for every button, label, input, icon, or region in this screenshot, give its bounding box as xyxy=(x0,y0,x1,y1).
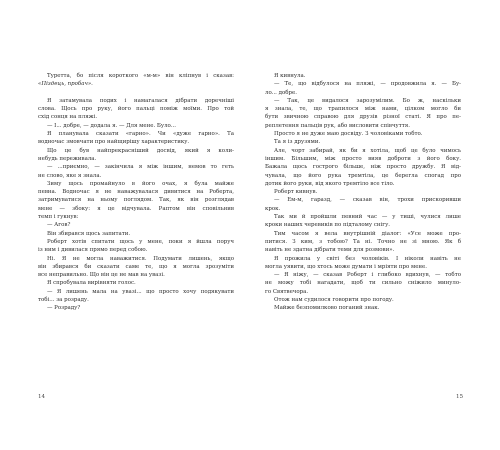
text-line: чувала, що його рука тремтіла, це берегла спогад про xyxy=(265,172,461,179)
text-line: Я прожила у світі без чоловіків. І ніколи навіть не xyxy=(274,255,461,262)
text-line: слова. Щось про руку, його пальці поміж моїми. Про той xyxy=(38,106,234,113)
text-line: — Я лишень мала на увазі... що просто хочу подякувати xyxy=(47,288,234,295)
text-line: не слово, яке я знала. xyxy=(38,172,102,179)
text-line: Бажала щось гострого більше, ніж просто дружбу. Я від- xyxy=(265,164,461,171)
text-line: Я кивнула. xyxy=(274,73,306,79)
text-line: Майже безпомилково поганий знак. xyxy=(274,305,380,312)
text-line: я знала, те, що трапилося між нами, цілком могло би xyxy=(265,106,461,113)
text-line: Я затамувала подих і намагалася дібрати доречніші xyxy=(47,97,234,104)
text-line: іншим. Більшим, між просто вияв доброти з його боку. xyxy=(265,155,461,162)
text-line: крок. xyxy=(265,205,281,212)
text-line: Що це був найпрекрасніший досвід, який я коли- xyxy=(47,147,234,154)
text-line: певна. Водночас я не наважувалася дивитися на Роберта, xyxy=(38,189,234,196)
text-line: — Так, це видалося зарозумілим. Бо ж, наскільки xyxy=(274,97,461,104)
text-line: — Розраду? xyxy=(47,305,81,312)
text-line: не можу тобі нагадати, щоб ти сильно сніжило минуло- xyxy=(265,280,461,287)
text-line: — Агов? xyxy=(47,222,71,229)
text-line: Та я із друзями. xyxy=(274,139,321,146)
text-line: — Те, що відбулося на пляжі, — продовжила я. — Бу- xyxy=(274,81,461,88)
text-line: — Я ніжу, — сказав Роберт і глибоко вдихнув, — тобто xyxy=(274,272,461,279)
text-line: тобі... за розраду. xyxy=(38,297,89,304)
left-page-text xyxy=(38,72,234,313)
text-line: ло... добре. xyxy=(265,89,297,96)
text-line: Роберт хотів спитати щось у мене, поки я йшла поруч xyxy=(47,238,234,245)
text-line: могла уявити, що хтось може думати і мріяти про мене. xyxy=(265,263,427,270)
text-line: реплетення пальців рук, або висловити співчуття. xyxy=(265,122,410,129)
text-line: Тим часом я вела внутрішній діалог: «Усе може про- xyxy=(274,230,461,237)
text-line: — ...приємно, — закінчила я між іншим, немов то геть xyxy=(47,164,234,171)
text-line: Роберт кивнув. xyxy=(274,189,318,196)
text-line: Просто я не дуже маю досвіду. З чоловіками тобто. xyxy=(274,131,423,138)
text-line: навіть не здатна дібрати теми для розмови». xyxy=(265,247,395,254)
text-line: мене — збоку: я це відчувала. Раптом він сповільнив xyxy=(38,205,234,212)
text-line: Він збирався щось запитати. xyxy=(47,230,131,237)
text-line: Зиму щось промайнуло в його очах, я була майже xyxy=(47,180,234,187)
text-line: дотик його руки, від якого тремтіло все тіло. xyxy=(265,180,395,187)
text-line: небудь переживала. xyxy=(38,155,97,162)
text-line: Ні. Я не могла наважитися. Подумати лишень, якщо xyxy=(47,255,234,262)
text-line: темп і гукнув: xyxy=(38,214,79,221)
text-line: із ним і дивилася прямо перед собою. xyxy=(38,247,148,254)
right-page-text xyxy=(265,72,461,313)
text-line: водночас змовчати про найщирішу характеристику. xyxy=(38,139,190,146)
text-line: кроки наших черевиків по підталому снігу. xyxy=(265,222,391,229)
text-line: питися. З ким, з тобою? Та ні. Точно не зі мною. Як б xyxy=(265,238,461,245)
text-line xyxy=(38,89,234,97)
text-line: го Святвечора. xyxy=(265,288,309,295)
text-line: Але, чорт забирай, як би я хотіла, щоб це було чимось xyxy=(274,147,461,154)
text-line: схід сонця на пляжі. xyxy=(38,114,98,121)
text-line: Я планувала сказати «гарно». Чи «дуже гарно». Та xyxy=(47,131,234,138)
text-line: Туретта, бо після короткого «м-м» він кліпнув і сказав: xyxy=(47,73,234,79)
text-line: — Ем-м, гаразд, — сказав він, трохи прискоривши xyxy=(274,197,461,204)
text-line: «Піздець, пробач». xyxy=(38,81,93,88)
text-line: все неправильно. Що він це не мав на увазі. xyxy=(38,272,165,279)
text-line: бути звичною справою для друзів різної статі. Я про пе- xyxy=(265,114,461,121)
text-line: затримуватися на ньому поглядом. Так, як він розглядав xyxy=(38,197,234,204)
text-line: Отож нам судилося говорити про погоду. xyxy=(274,297,394,304)
text-line: — І... добре, — додала я. — Для мене. Було... xyxy=(47,122,177,129)
text-line: Я спробувала вирівняти голос. xyxy=(47,280,136,287)
page-number-left: 14 xyxy=(38,394,46,400)
text-line: Так ми й пройшли певний час — у тиші, чулися лише xyxy=(274,214,461,221)
page-number-right: 15 xyxy=(456,394,464,400)
text-line: він збирався би сказати саме те, що я могла зрозуміти xyxy=(38,263,234,270)
